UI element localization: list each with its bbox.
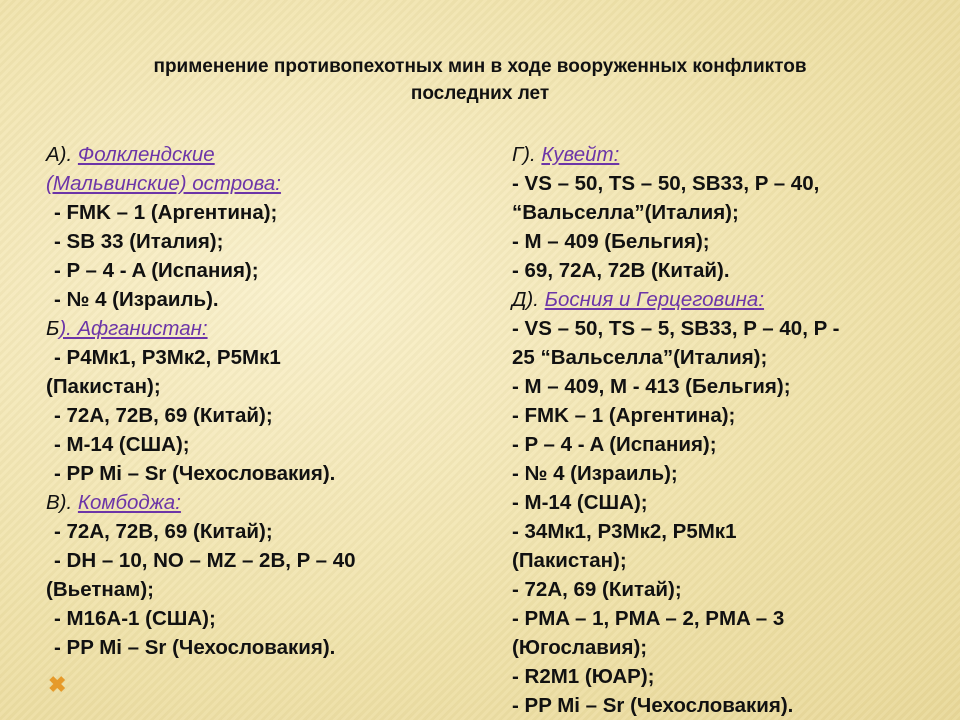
list-item: - M – 409 (Бельгия); (512, 230, 710, 253)
list-item: - 72A, 72B, 69 (Китай); (54, 404, 273, 427)
section-d-place-link[interactable]: Босния и Герцеговина: (544, 288, 765, 311)
list-item: (Пакистан); (46, 375, 161, 398)
orange-x-bullet-icon: ✖ (48, 672, 67, 697)
section-b-place-link[interactable]: ). Афганистан: (59, 317, 208, 340)
list-item: - № 4 (Израиль); (512, 462, 678, 485)
list-item: - 34Мк1, P3Мк2, P5Мк1 (512, 520, 737, 543)
section-g-place-link[interactable]: Кувейт: (541, 143, 620, 166)
section-a-letter: А). (46, 143, 73, 166)
list-item: - M – 409, M - 413 (Бельгия); (512, 375, 791, 398)
list-item: - DH – 10, NO – MZ – 2B, P – 40 (54, 549, 356, 572)
section-g-letter: Г). (512, 143, 536, 166)
list-item: - P – 4 - A (Испания); (512, 433, 717, 456)
section-a-heading-cont (46, 169, 466, 198)
list-item: “Вальселла”(Италия); (512, 201, 739, 224)
section-c-place-link[interactable]: Комбоджа: (77, 491, 181, 514)
list-item: - PMA – 1, PMA – 2, PMA – 3 (512, 607, 785, 630)
section-d-heading (512, 285, 950, 314)
list-item: (Вьетнам); (46, 578, 155, 601)
list-item: - VS – 50, TS – 5, SB33, P – 40, P - (512, 317, 840, 340)
slide-title (20, 53, 940, 107)
list-item: - M-14 (США); (512, 491, 648, 514)
list-item: - 69, 72A, 72B (Китай). (512, 259, 730, 282)
list-item: (Пакистан); (512, 549, 627, 572)
left-column (46, 140, 466, 662)
list-item: - 72A, 72B, 69 (Китай); (54, 520, 273, 543)
list-item: - FMK – 1 (Аргентина); (54, 201, 278, 224)
section-c-letter: В). (46, 491, 73, 514)
right-column (512, 140, 950, 720)
section-b-letter: Б (46, 317, 60, 340)
list-item: - R2M1 (ЮАР); (512, 665, 655, 688)
list-item: - № 4 (Израиль). (54, 288, 219, 311)
section-b-heading (46, 314, 466, 343)
section-a-place-link-cont[interactable]: (Мальвинские) острова: (46, 172, 281, 195)
title-line-1: применение противопехотных мин в ходе вооруженных конфликтов (153, 56, 807, 77)
list-item: - P4Мк1, P3Мк2, P5Мк1 (54, 346, 281, 369)
list-item: - M16A-1 (США); (54, 607, 216, 630)
section-c-heading (46, 488, 466, 517)
list-item: - M-14 (США); (54, 433, 190, 456)
section-a-place-link[interactable]: Фолклендские (77, 143, 215, 166)
list-item: - P – 4 - A (Испания); (54, 259, 259, 282)
list-item: - PP Mi – Sr (Чехословакия). (54, 636, 336, 659)
section-g-heading (512, 140, 950, 169)
list-item: - 72A, 69 (Китай); (512, 578, 682, 601)
list-item: (Югославия); (512, 636, 648, 659)
list-item: - SB 33 (Италия); (54, 230, 224, 253)
section-d-letter: Д). (512, 288, 539, 311)
list-item: - PP Mi – Sr (Чехословакия). (54, 462, 336, 485)
title-line-2: последних лет (410, 83, 550, 104)
section-a-heading (46, 140, 466, 169)
list-item: - PP Mi – Sr (Чехословакия). (512, 694, 794, 717)
list-item: - FMK – 1 (Аргентина); (512, 404, 736, 427)
list-item: 25 “Вальселла”(Италия); (512, 346, 768, 369)
list-item: - VS – 50, TS – 50, SB33, P – 40, (512, 172, 820, 195)
